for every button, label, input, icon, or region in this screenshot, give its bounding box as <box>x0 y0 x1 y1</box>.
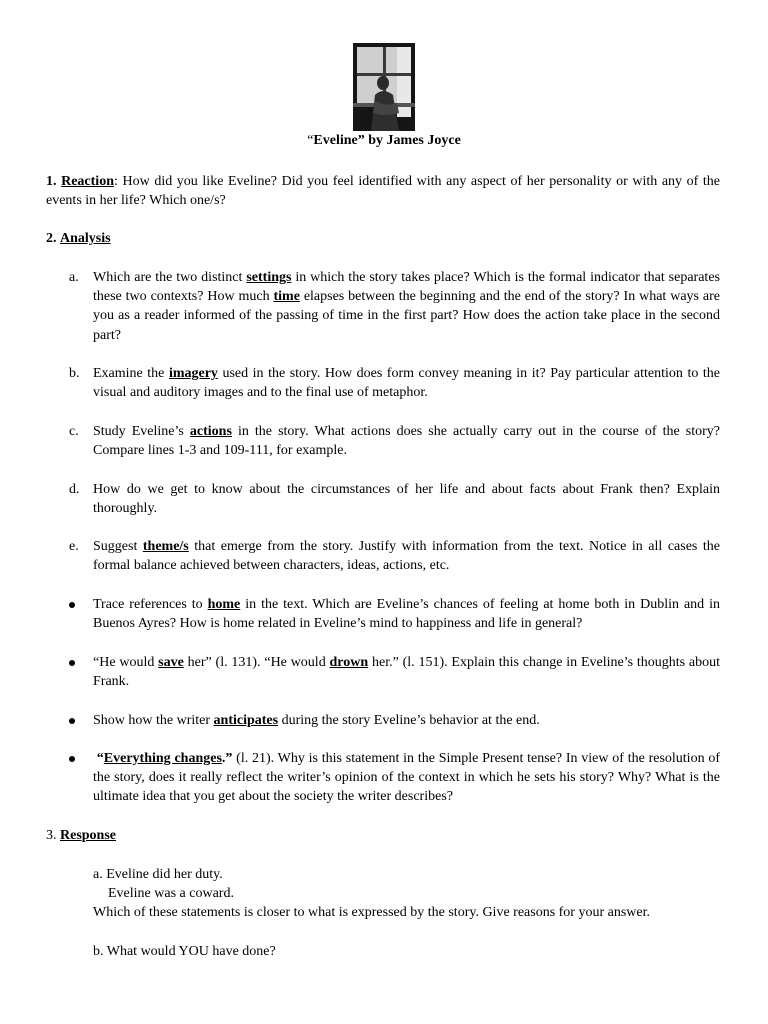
analysis-item-themes: Suggest theme/s that emerge from the story. Justify with information from the text. Notice in all cases the formal balance achieved between characters, ideas, actions, etc. <box>93 539 720 574</box>
response-statement-a1: a. Eveline did her duty. <box>93 867 223 882</box>
section-heading-reaction: Reaction <box>61 174 114 189</box>
analysis-bullet-everything-changes: “Everything changes.” (l. 21). Why is this statement in the Simple Present tense? In view of the resolution of the story, does it really reflect the writer’s opinion of the context in which he sets his story? Why? What is the ultimate idea that you get about the society the writer describes? <box>93 751 721 805</box>
page-title: “Eveline” by James Joyce <box>307 133 461 148</box>
bullet-icon <box>69 756 75 762</box>
response-statement-a2: Eveline was a coward. <box>108 886 234 901</box>
section-heading-analysis: 2. Analysis <box>46 231 111 246</box>
list-marker: e. <box>69 539 79 554</box>
analysis-item-actions: Study Eveline’s actions in the story. What actions does she actually carry out in the course of the story? Compare lines 1-3 and 109-111, for example. <box>93 424 720 459</box>
response-question-a: Which of these statements is closer to what is expressed by the story. Give reasons for your answer. <box>93 905 651 920</box>
list-marker: c. <box>69 424 79 439</box>
analysis-bullet-home: Trace references to home in the text. Which are Eveline’s chances of feeling at home both in Dublin and in Buenos Ayres? How is home related in Eveline’s mind to happiness and life in general? <box>93 597 720 632</box>
bullet-icon <box>69 718 75 724</box>
analysis-bullet-save-drown: “He would save her” (l. 131). “He would drown her.” (l. 151). Explain this change in Eveline’s thoughts about Frank. <box>93 655 720 690</box>
response-question-b: b. What would YOU have done? <box>93 944 276 959</box>
analysis-item-circumstances: How do we get to know about the circumstances of her life and about facts about Frank then? Explain thoroughly. <box>93 482 720 517</box>
analysis-item-imagery: Examine the imagery used in the story. How does form convey meaning in it? Pay particular attention to the visual and auditory images and to the final use of metaphor. <box>93 366 720 401</box>
list-marker: a. <box>69 270 79 285</box>
list-marker: d. <box>69 482 80 497</box>
analysis-bullet-anticipates: Show how the writer anticipates during the story Eveline’s behavior at the end. <box>93 713 540 728</box>
section-reaction: 1. Reaction: How did you like Eveline? Did you feel identified with any aspect of her personality or with any of the events in her life? Which one/s? <box>46 174 721 209</box>
bullet-icon <box>69 602 75 608</box>
section-heading-response: 3. Response <box>46 828 117 843</box>
header-photo <box>353 43 415 131</box>
list-marker: b. <box>69 366 80 381</box>
bullet-icon <box>69 660 75 666</box>
analysis-item-settings: Which are the two distinct settings in which the story takes place? Which is the formal indicator that separates these two contexts? How much time elapses between the beginning and the end of the story? In what ways are you as a reader informed of the passing of time in the first part? How does the action take place in the second part? <box>93 270 720 343</box>
